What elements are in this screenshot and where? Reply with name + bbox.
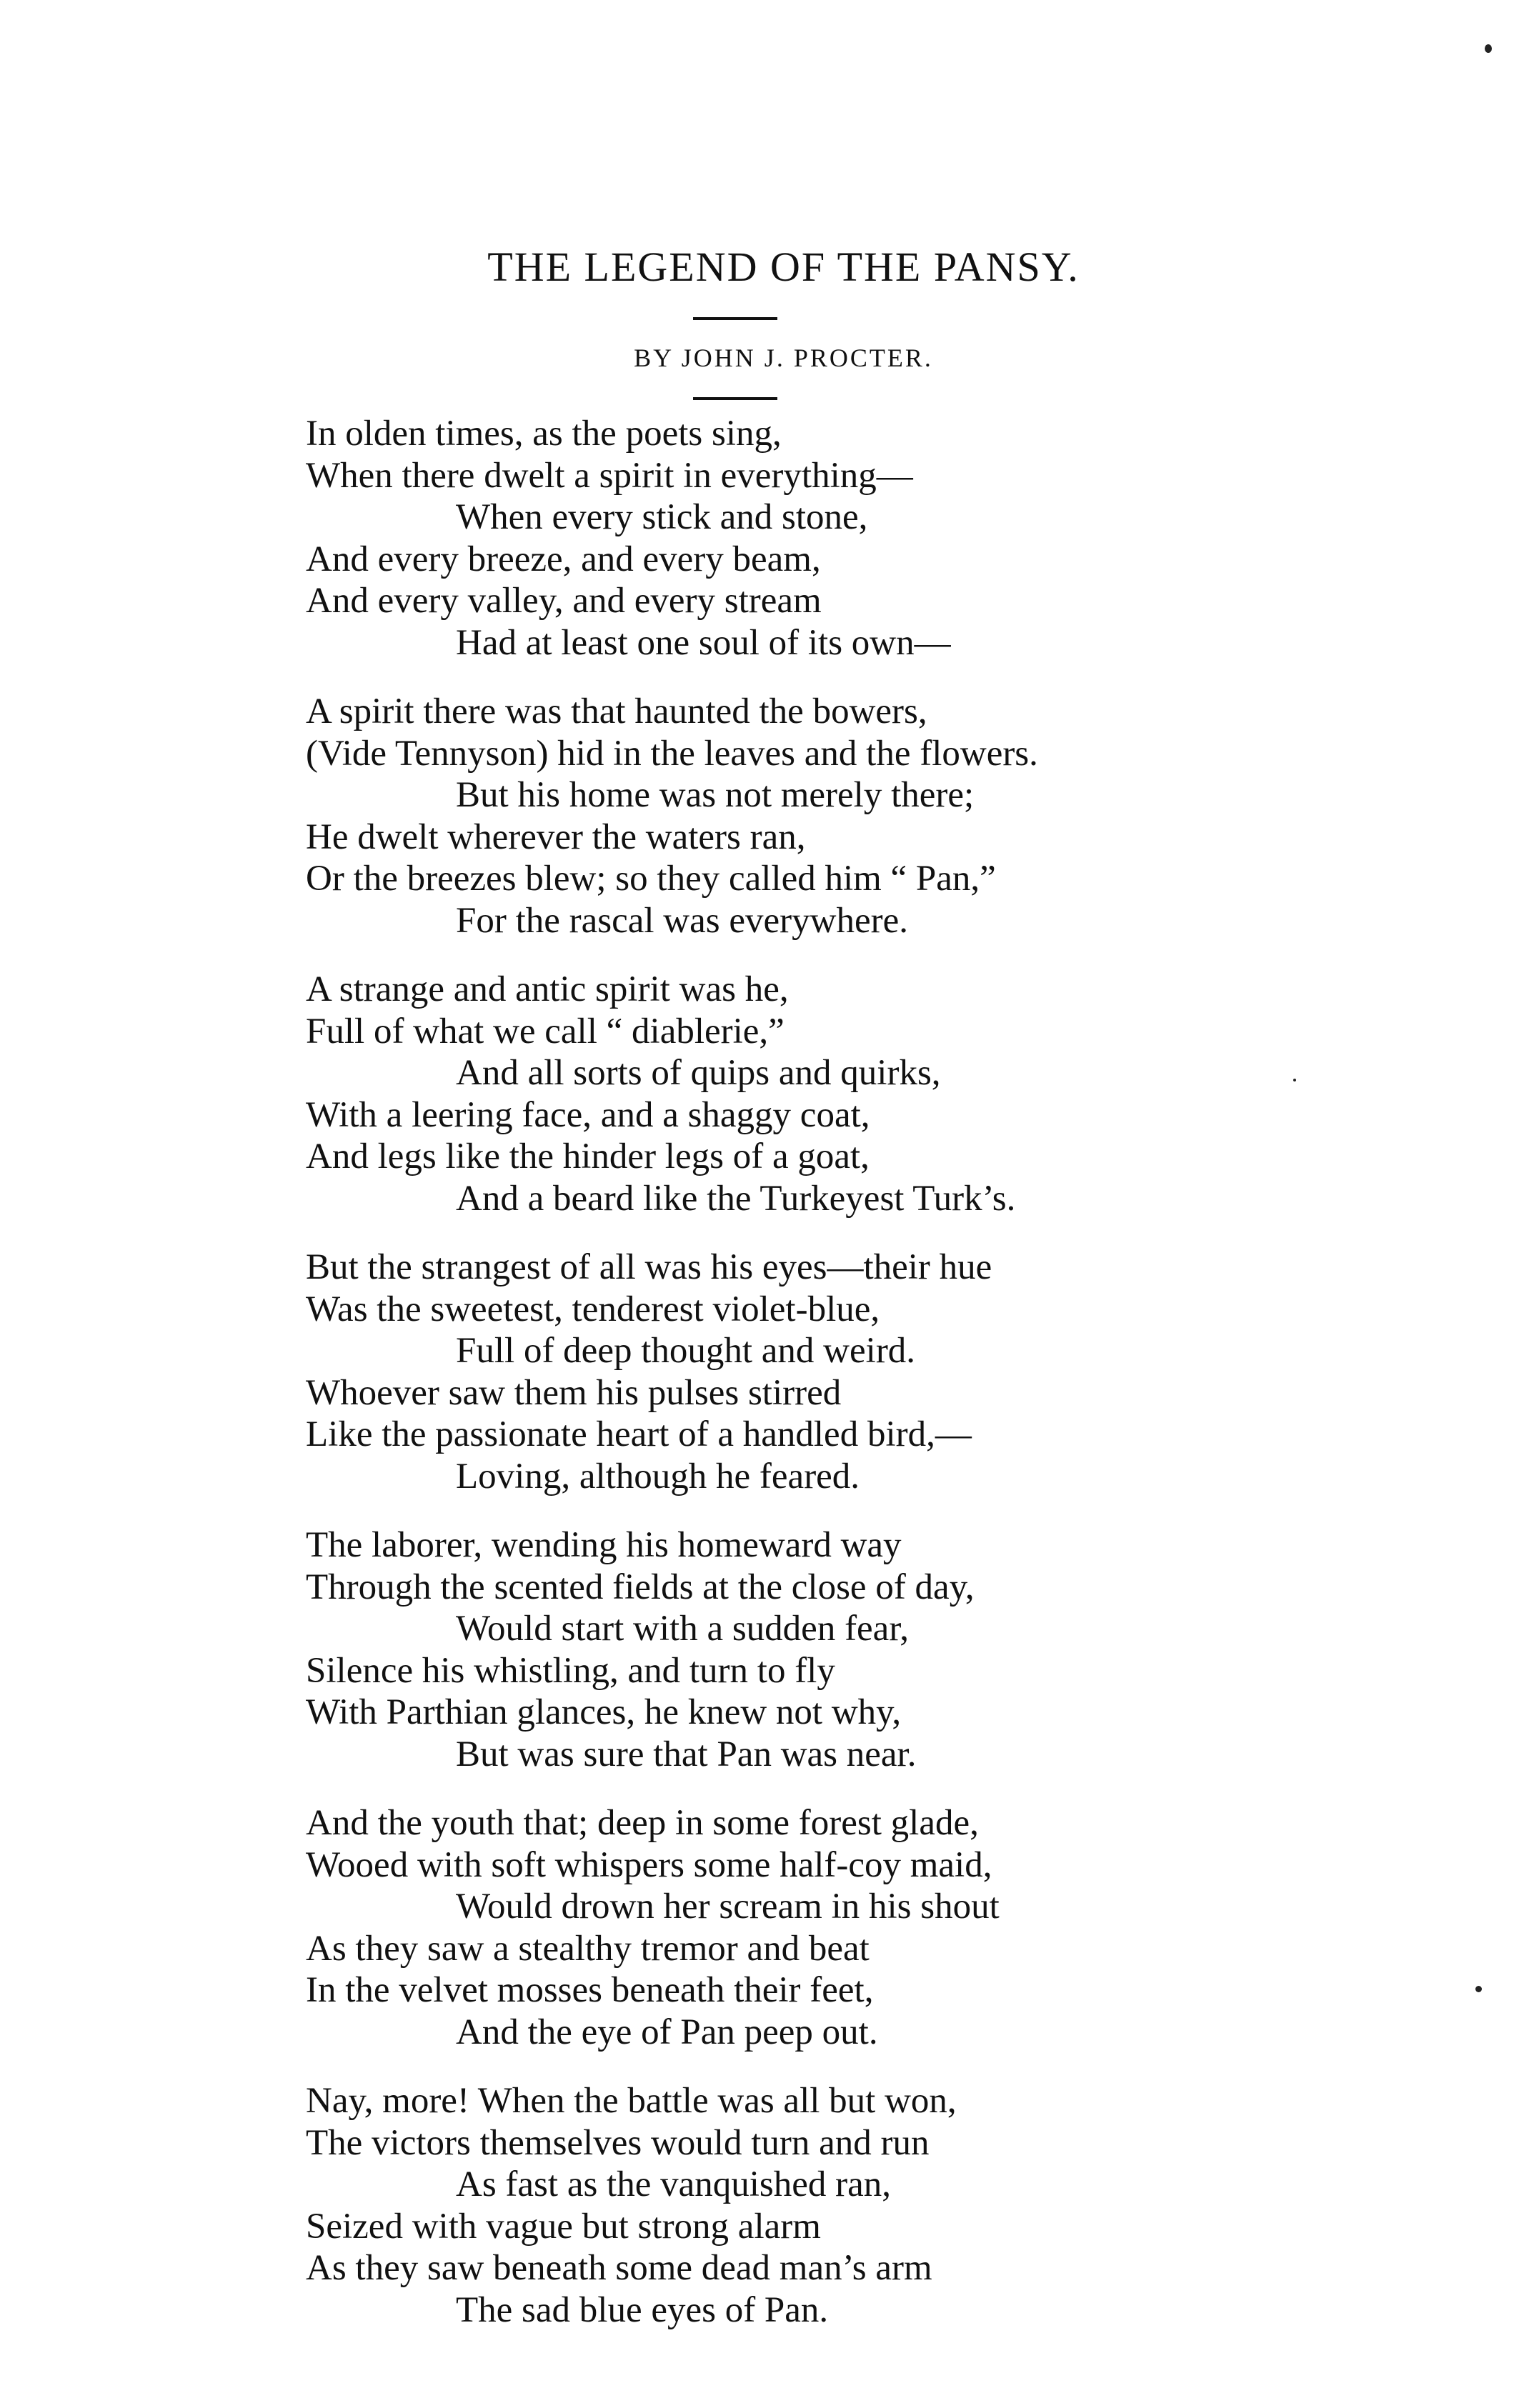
poem-line: Through the scented fields at the close of day, [306, 1567, 975, 1607]
poem-line: But his home was not merely there; [456, 775, 975, 815]
stanza [306, 1802, 1478, 2053]
stanza [306, 1247, 1478, 1497]
poem-line: As they saw a stealthy tremor and beat [306, 1928, 870, 1969]
print-speck [1475, 1986, 1482, 1992]
poem-line: Silence his whistling, and turn to fly [306, 1650, 835, 1691]
poem-line: A strange and antic spirit was he, [306, 969, 789, 1009]
poem-line: Seized with vague but strong alarm [306, 2206, 821, 2247]
poem-line: When there dwelt a spirit in everything— [306, 455, 913, 496]
poem-line: Wooed with soft whispers some half-coy maid, [306, 1844, 992, 1885]
poem-line: He dwelt wherever the waters ran, [306, 816, 806, 857]
stanza [306, 1524, 1478, 1775]
poem-line: And a beard like the Turkeyest Turk’s. [456, 1178, 1016, 1219]
poem-byline: BY JOHN J. PROCTER. [634, 344, 933, 372]
poem-line: In the velvet mosses beneath their feet, [306, 1970, 874, 2010]
poem-line: And every valley, and every stream [306, 581, 822, 621]
poem-line: With Parthian glances, he knew not why, [306, 1692, 902, 1732]
poem-line: In olden times, as the poets sing, [306, 414, 782, 454]
poem-line: Nay, more! When the battle was all but won, [306, 2081, 957, 2121]
poem-line: Loving, although he feared. [456, 1456, 860, 1497]
poem-line: And the eye of Pan peep out. [456, 2012, 878, 2052]
poem-line: And all sorts of quips and quirks, [456, 1053, 941, 1093]
poem-line: For the rascal was everywhere. [456, 900, 908, 941]
poem-line: When every stick and stone, [456, 497, 868, 537]
poem-line: Would start with a sudden fear, [456, 1609, 910, 1649]
poem-line: As fast as the vanquished ran, [456, 2164, 892, 2204]
title-rule [693, 317, 777, 320]
stanza [306, 2080, 1478, 2331]
poem-line: Like the passionate heart of a handled bird,— [306, 1414, 972, 1454]
poem-line: (Vide Tennyson) hid in the leaves and the flowers. [306, 733, 1038, 774]
poem-title: THE LEGEND OF THE PANSY. [487, 244, 1080, 290]
print-speck [1485, 44, 1492, 53]
poem-line: And every breeze, and every beam, [306, 539, 821, 579]
poem-body [306, 413, 1478, 2358]
poem-line: A spirit there was that haunted the bowers, [306, 691, 927, 731]
stanza [306, 691, 1478, 941]
poem-line: But the strangest of all was his eyes—their hue [306, 1247, 992, 1287]
poem-line: But was sure that Pan was near. [456, 1734, 917, 1774]
print-speck [1293, 1079, 1296, 1081]
byline-rule [693, 397, 777, 400]
poem-line: Whoever saw them his pulses stirred [306, 1372, 842, 1413]
poem-line: And the youth that; deep in some forest glade, [306, 1803, 979, 1843]
poem-line: Full of what we call “ diablerie,” [306, 1011, 785, 1051]
poem-line: The laborer, wending his homeward way [306, 1525, 902, 1565]
stanza [306, 413, 1478, 664]
poem-line: The sad blue eyes of Pan. [456, 2289, 829, 2330]
stanza [306, 969, 1478, 1219]
poem-line: With a leering face, and a shaggy coat, [306, 1094, 870, 1135]
poem-line: Had at least one soul of its own— [456, 622, 951, 663]
poem-line: And legs like the hinder legs of a goat, [306, 1136, 870, 1176]
poem-line: Would drown her scream in his shout [456, 1887, 1000, 1927]
poem-line: The victors themselves would turn and run [306, 2122, 930, 2163]
poem-line: Was the sweetest, tenderest violet-blue, [306, 1289, 880, 1329]
poem-line: As they saw beneath some dead man’s arm [306, 2248, 932, 2288]
poem-line: Full of deep thought and weird. [456, 1331, 916, 1371]
poem-line: Or the breezes blew; so they called him “ Pan,” [306, 859, 996, 899]
